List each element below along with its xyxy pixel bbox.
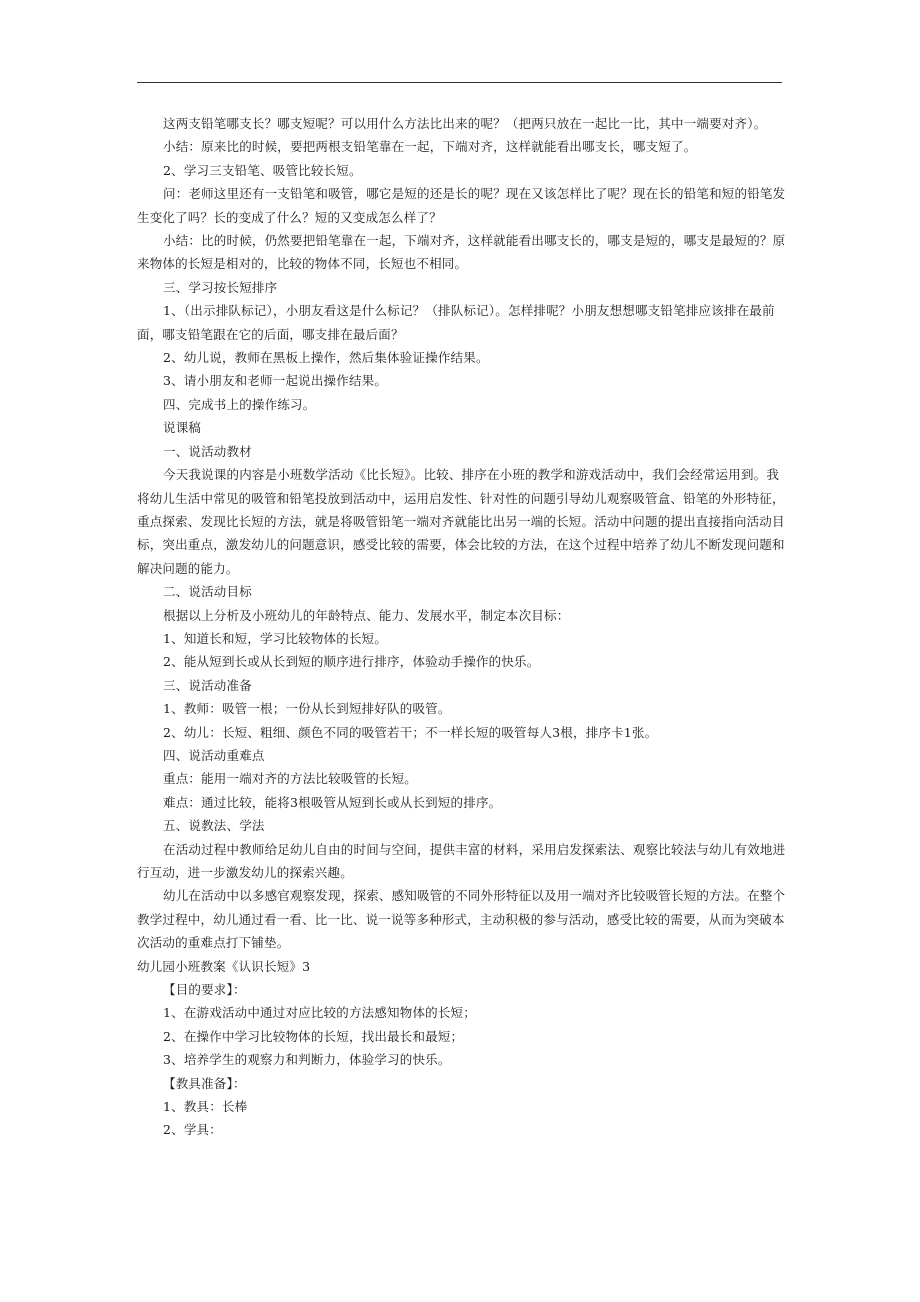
paragraph: 1、知道长和短，学习比较物体的长短。 [163,630,388,646]
paragraph: 1、教具：长棒 [163,1099,248,1115]
paragraph: 在活动过程中教师给足幼儿自由的时间与空间，提供丰富的材料，采用启发探索法、观察比较法与幼儿有效地进行互动，进一步激发幼儿的探索兴趣。 [137,841,786,880]
paragraph: 幼儿在活动中以多感官观察发现，探索、感知吸管的不同外形特征以及用一端对齐比较吸管长短的方法。在整个教学过程中，幼儿通过看一看、比一比、说一说等多种形式，主动积极的参与活动，感受比较的需要，从而为突破本次活动的重难点打下铺垫。 [137,888,786,951]
section-heading: 说课稿 [163,420,202,436]
paragraph: 问：老师这里还有一支铅笔和吸管，哪它是短的还是长的呢？现在又该怎样比了呢？现在长的铅笔和短的铅笔发生变化了吗？长的变成了什么？短的又变成怎么样了？ [137,186,786,225]
paragraph: 这两支铅笔哪支长？哪支短呢？可以用什么方法比出来的呢？（把两只放在一起比一比，其中一端要对齐）。 [163,116,767,131]
paragraph: 2、能从短到长或从长到短的顺序进行排序，体验动手操作的快乐。 [163,654,540,670]
section-heading: 四、说活动重难点 [163,747,265,763]
section-heading: 二、说活动目标 [163,584,252,600]
paragraph: 2、学具： [163,1122,222,1138]
document-subtitle: 幼儿园小班教案《认识长短》3 [137,958,311,974]
paragraph: 小结：原来比的时候，要把两根支铅笔靠在一起，下端对齐，这样就能看出哪支长，哪支短了。 [163,139,697,155]
paragraph: 小结：比的时候，仍然要把铅笔靠在一起，下端对齐，这样就能看出哪支长的，哪支是短的，哪支是最短的？原来物体的长短是相对的，比较的物体不同，长短也不相同。 [137,233,786,272]
paragraph: 2、在操作中学习比较物体的长短，找出最长和最短； [163,1028,464,1044]
paragraph: 1、（出示排队标记），小朋友看这是什么标记？（排队标记）。怎样排呢？小朋友想想哪支铅笔排应该排在最前面，哪支铅笔跟在它的后面，哪支排在最后面？ [137,303,775,342]
section-heading: 一、说活动教材 [163,443,252,459]
paragraph: 3、请小朋友和老师一起说出操作结果。 [163,373,388,389]
paragraph: 2、幼儿说，教师在黑板上操作，然后集体验证操作结果。 [163,350,489,366]
paragraph: 重点：能用一端对齐的方法比较吸管的长短。 [163,771,418,787]
section-heading: 【目的要求】： [163,982,246,998]
section-heading: 【教具准备】： [163,1075,246,1091]
paragraph: 2、幼儿：长短、粗细、颜色不同的吸管若干；不一样长短的吸管每人3根，排序卡1张。 [163,724,658,740]
header-rule [137,82,782,83]
paragraph: 1、教师：吸管一根；一份从长到短排好队的吸管。 [163,701,451,717]
paragraph: 1、在游戏活动中通过对应比较的方法感知物体的长短； [163,1005,476,1021]
paragraph: 2、学习三支铅笔、吸管比较长短。 [163,162,362,178]
document-body [137,112,787,1142]
section-heading: 三、学习按长短排序 [163,279,278,295]
paragraph: 3、培养学生的观察力和判断力，体验学习的快乐。 [163,1052,451,1068]
paragraph: 今天我说课的内容是小班数学活动《比长短》。比较、排序在小班的教学和游戏活动中，我们会经常运用到。我将幼儿生活中常见的吸管和铅笔投放到活动中，运用启发性、针对性的问题引导幼儿观察吸管盒、铅笔的外形特征，重点探索、发现比长短的方法，就是将吸管铅笔一端对齐就能比出另一端的长短。活动中问题的提出直接指向活动目标，突出重点，激发幼儿的问题意识，感受比较的需要，体会比较的方法，在这个过程中培养了幼儿不断发现问题和解决问题的能力。 [137,467,785,576]
paragraph: 难点：通过比较，能将3根吸管从短到长或从长到短的排序。 [163,794,502,810]
section-heading: 四、完成书上的操作练习。 [163,396,316,412]
section-heading: 五、说教法、学法 [163,818,265,834]
section-heading: 三、说活动准备 [163,677,252,693]
paragraph: 根据以上分析及小班幼儿的年龄特点、能力、发展水平，制定本次目标： [163,607,570,623]
